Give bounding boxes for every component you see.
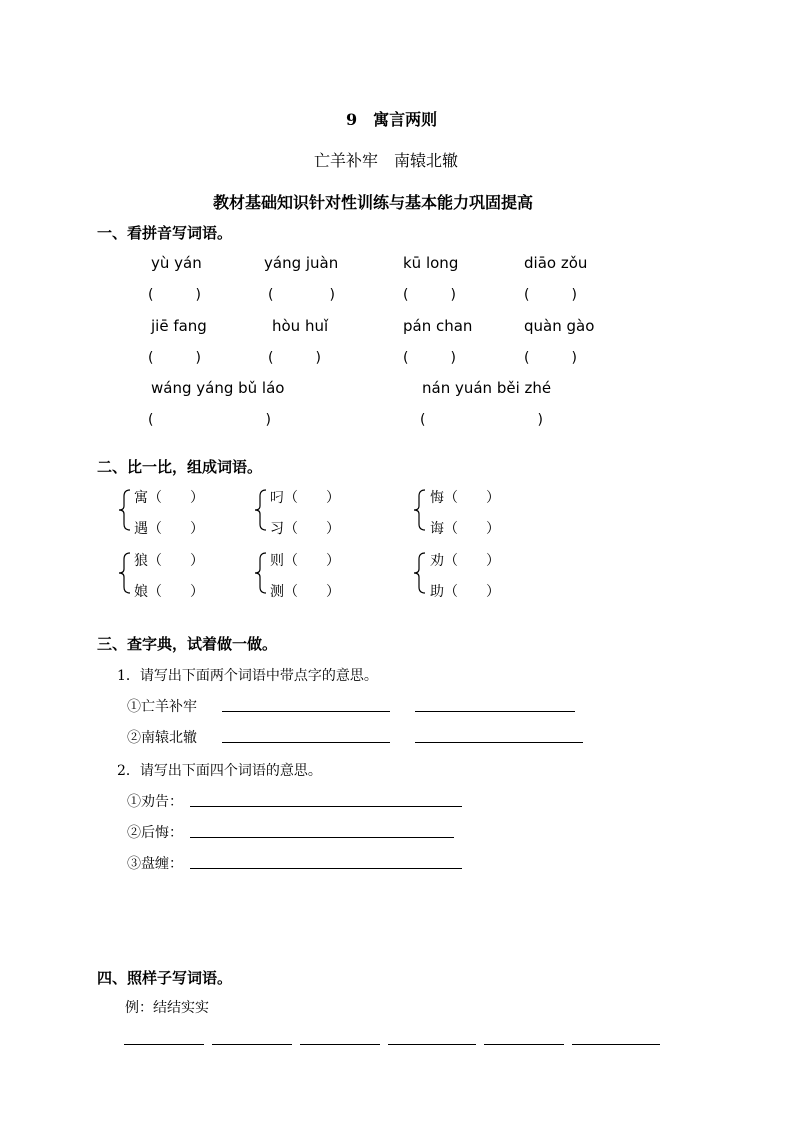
answer-line[interactable]	[222, 711, 390, 712]
brace-icon	[411, 551, 427, 595]
answer-line[interactable]	[300, 1044, 380, 1045]
compare-word-top[interactable]: 劝（ ）	[430, 553, 500, 569]
question-1: 1．请写出下面两个词语中带点字的意思。	[117, 668, 378, 684]
pinyin-6: hòu huǐ	[272, 317, 329, 335]
pinyin-9: wáng yáng bǔ láo	[151, 379, 285, 397]
pinyin-4: diāo zǒu	[524, 254, 588, 272]
brace-icon	[411, 488, 427, 532]
lesson-title: 9 寓言两则	[346, 110, 438, 129]
brace-icon	[252, 551, 268, 595]
compare-word-bottom[interactable]: 测（ ）	[270, 584, 340, 600]
answer-blank-10[interactable]: ( )	[420, 412, 543, 428]
answer-line[interactable]	[212, 1044, 292, 1045]
pinyin-8: quàn gào	[524, 317, 595, 335]
brace-icon	[116, 551, 132, 595]
word-label-1: ①劝告：	[127, 794, 183, 810]
compare-word-bottom[interactable]: 娘（ ）	[134, 584, 204, 600]
idiom-label-1: ①亡羊补牢	[127, 699, 197, 715]
answer-blank-8[interactable]: ( )	[524, 350, 577, 366]
section4-title: 四、照样子写词语。	[97, 969, 233, 987]
answer-blank-6[interactable]: ( )	[268, 350, 321, 366]
word-label-2: ②后悔：	[127, 825, 183, 841]
section2-title: 二、比一比，组成词语。	[97, 458, 263, 476]
brace-icon	[252, 488, 268, 532]
pinyin-5: jiē fang	[151, 317, 207, 335]
answer-blank-4[interactable]: ( )	[524, 287, 577, 303]
example-text: 例：结结实实	[125, 1000, 209, 1016]
question-2: 2．请写出下面四个词语的意思。	[117, 763, 322, 779]
answer-line[interactable]	[190, 806, 462, 807]
answer-blank-5[interactable]: ( )	[148, 350, 201, 366]
answer-line[interactable]	[190, 837, 454, 838]
pinyin-10: nán yuán běi zhé	[422, 379, 552, 397]
compare-word-top[interactable]: 则（ ）	[270, 553, 340, 569]
answer-blank-1[interactable]: ( )	[148, 287, 201, 303]
word-label-3: ③盘缠：	[127, 856, 183, 872]
compare-word-bottom[interactable]: 诲（ ）	[430, 521, 500, 537]
compare-word-bottom[interactable]: 助（ ）	[430, 584, 500, 600]
section1-title: 一、看拼音写词语。	[97, 224, 233, 242]
section3-title: 三、查字典，试着做一做。	[97, 635, 278, 653]
practice-subtitle: 教材基础知识针对性训练与基本能力巩固提高	[213, 193, 534, 212]
answer-line[interactable]	[415, 742, 583, 743]
compare-word-top[interactable]: 悔（ ）	[430, 490, 500, 506]
compare-word-top[interactable]: 寓（ ）	[134, 490, 204, 506]
story-titles: 亡羊补牢 南辕北辙	[314, 151, 459, 170]
pinyin-3: kū long	[403, 254, 459, 272]
answer-line[interactable]	[415, 711, 575, 712]
answer-blank-7[interactable]: ( )	[403, 350, 456, 366]
answer-line[interactable]	[572, 1044, 660, 1045]
brace-icon	[116, 488, 132, 532]
answer-line[interactable]	[190, 868, 462, 869]
compare-word-top[interactable]: 狼（ ）	[134, 553, 204, 569]
answer-blank-3[interactable]: ( )	[403, 287, 456, 303]
pinyin-2: yáng juàn	[264, 254, 339, 272]
compare-word-bottom[interactable]: 习（ ）	[270, 521, 340, 537]
answer-line[interactable]	[124, 1044, 204, 1045]
idiom-label-2: ②南辕北辙	[127, 730, 197, 746]
answer-line[interactable]	[222, 742, 390, 743]
pinyin-1: yù yán	[151, 254, 202, 272]
answer-line[interactable]	[388, 1044, 476, 1045]
answer-blank-9[interactable]: ( )	[148, 412, 271, 428]
compare-word-top[interactable]: 叼（ ）	[270, 490, 340, 506]
answer-line[interactable]	[484, 1044, 564, 1045]
pinyin-7: pán chan	[403, 317, 473, 335]
compare-word-bottom[interactable]: 遇（ ）	[134, 521, 204, 537]
answer-blank-2[interactable]: ( )	[268, 287, 335, 303]
